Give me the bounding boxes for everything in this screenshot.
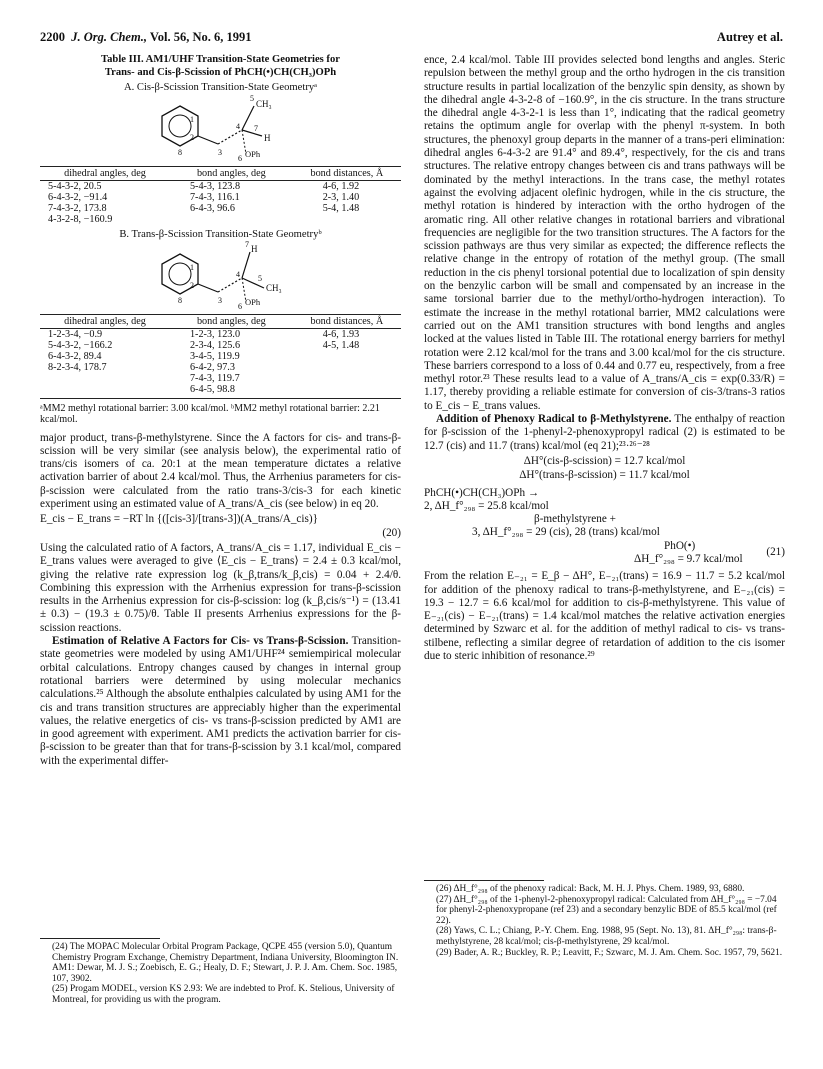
table-cell: 6-4-3-2, −91.4 — [48, 192, 108, 204]
cis-geometry-table — [40, 166, 401, 225]
col-header-bond-distances: bond distances, Å — [293, 167, 401, 181]
trans-structure-svg — [150, 239, 300, 312]
table-cell: 8-2-3-4, 178.7 — [48, 361, 107, 373]
table-cell: 6-4-5, 98.8 — [189, 383, 235, 395]
cis-atom-4: 4 — [236, 122, 240, 132]
table-row — [40, 384, 401, 395]
table-cell: 4-6, 1.92 — [322, 181, 360, 193]
table-cell: 7-4-3-2, 173.8 — [48, 203, 107, 215]
equation-20-body: E_cis − E_trans = −RT ln {([cis-3]/[trans-3])(A_trans/A_cis)} — [40, 513, 318, 526]
page-number: 2200 — [40, 30, 65, 44]
table-row — [40, 351, 401, 362]
trans-geometry-table — [40, 314, 401, 395]
table-cell: 5-4-3-2, 20.5 — [48, 181, 102, 193]
table-cell: 6-4-3-2, 89.4 — [48, 350, 102, 362]
volume-info: Vol. 56, No. 6, 1991 — [149, 30, 252, 44]
eq21-line-5 — [424, 539, 785, 558]
eq21-line-1: PhCH(•)CH(CH₃)OPh → — [424, 486, 540, 499]
table-row — [40, 203, 401, 214]
cis-oph-label: OPh — [245, 149, 261, 160]
table-cell: 2-3, 1.40 — [322, 192, 360, 204]
cis-atom-2: 2 — [190, 133, 194, 143]
table-cell: 2-3-4, 125.6 — [189, 339, 241, 351]
table-cell: 3-4-5, 119.9 — [189, 350, 240, 362]
col-header-bond-angles: bond angles, deg — [170, 167, 293, 181]
table-cell — [293, 351, 401, 362]
col-header-bond-distances: bond distances, Å — [293, 314, 401, 328]
cis-atom-1: 1 — [190, 115, 194, 125]
table-row — [40, 340, 401, 351]
trans-atom-3: 3 — [218, 295, 222, 305]
footnote-29: (29) Bader, A. R.; Buckley, R. P.; Leavitt, F.; Szwarc, M. J. Am. Chem. Soc. 1957, 79, 5621. — [436, 947, 783, 958]
equation-dh-trans: ΔH°(trans-β-scission) = 11.7 kcal/mol — [519, 469, 690, 482]
right-paragraph-2-text: The enthalpy of reaction for β-scission of the 1-phenyl-2-phenoxypropyl radical (2) is estimated to be 12.7 (cis) and 11.7 (trans) kcal/mol (eq 21);²³·²⁶⁻²⁸ — [424, 413, 785, 452]
table-row — [40, 328, 401, 340]
eq21-line-4: 3, ΔH_f°₂₉₈ = 29 (cis), 28 (trans) kcal/mol — [472, 526, 660, 539]
trans-h-label: H — [251, 243, 258, 254]
table-cell: 6-4-2, 97.3 — [189, 361, 235, 373]
trans-atom-2: 2 — [190, 280, 194, 290]
cis-h-label: H — [264, 133, 271, 144]
col-header-dihedral: dihedral angles, deg — [40, 167, 170, 181]
col-header-dihedral: dihedral angles, deg — [40, 314, 170, 328]
left-paragraph-3-text: Transition-state geometries were modeled by using AM1/UHF²⁴ semiempirical molecular orbital calculations. Entropy changes caused by changes in internal group rotational barriers were determined by using molecular mechanics calculations.²⁵ Although the absolute enthalpies calculated by using AM1 for the cis and trans transition structures are appreciably higher than the experimental values, the relative energetics of cis- vs trans-β-scission predicted by AM1 are in good agreement with experiment. AM1 predicts the activation barrier for cis-β-scission to be greater than that for trans-β-scission by 3.1 kcal/mol, compared with the experimental differ- — [40, 635, 401, 767]
table-row — [40, 214, 401, 225]
right-paragraph-2 — [424, 413, 785, 453]
table-row — [40, 181, 401, 193]
equation-dh-cis: ΔH°(cis-β-scission) = 12.7 kcal/mol — [523, 454, 686, 467]
cis-table-header-row — [40, 167, 401, 181]
equation-20 — [40, 513, 401, 540]
table-title — [40, 54, 401, 79]
left-paragraph-3 — [40, 635, 401, 768]
right-paragraph-1: ence, 2.4 kcal/mol. Table III provides selected bond lengths and angles. Steric repulsion between the methyl group and the ortho hydrogen in the cis transition structure results in partial localization of the benzylic spin density, as shown by the dihedral angle 4-3-2-8 of −160.9°, in the cis structure. In the trans structure the dihedral angle 4-3-2-1 is less than 1°, indicating that the radical geometry retains the optimum angle for overlap with the phenyl π-system. In both structures, the phenoxyl group departs in the manner of a trans-peri elimination: dihedral angles 6-4-3-2 are 91.4° and 89.4°, respectively, for the cis and trans structures. The relative entropy changes between cis and trans pathways will be dominated by the methyl interactions. In the trans case, the methyl rotates against the evolving adjacent olefinic hydrogen, while in the cis structure, the methyl rotation is hindered by interaction with the ortho hydrogen of the aromatic ring. All other relative changes in rotational barriers and vibrational frequencies are negligible for the two transition structures. The A factors for the scission pathways are thus very similar as expected; the difference reflects the relative change in the entropy of rotation of the methyl group. (The small reduction in the cis phenyl torsional potential due to localization of spin density on the benzylic carbon will be small and compensated by an increase in the same torsional barrier due to the methyl/ortho-hydrogen interaction). To estimate the increase in the methyl rotational barrier, MM2 calculations were carried out on the AM1 transition structures with bond lengths and angles locked at the values listed in Table III. The rotational energy barriers for methyl rotation were 2.12 kcal/mol for the trans and 3.00 kcal/mol for the cis structure. These barriers correspond to a loss of 0.44 and 0.77 eu, respectively, from a free methyl rotor.²³ These results lead to a value of A_trans/A_cis = exp(0.33/R) = 1.17, thereby providing a reliable estimate for conversion of cis-3/trans-3 ratios to E_cis − E_trans values. — [424, 54, 785, 412]
eq21-line-2: 2, ΔH_f°₂₉₈ = 25.8 kcal/mol — [424, 499, 549, 512]
equation-21-block — [424, 487, 785, 567]
footnote-24: (24) The MOPAC Molecular Orbital Program Package, QCPE 455 (version 5.0), Quantum Chemistry Program Exchange, Chemistry Department, Indiana University, Bloomington IN. AM1: Dewar, M. J. S.; Zoebisch, E. G.; Healy, D. F.; Stewart, J. P. J. Am. Chem. Soc. 1985, 107, 3902. — [52, 942, 399, 984]
trans-atom-7: 7 — [245, 239, 249, 249]
trans-atom-5: 5 — [258, 273, 262, 283]
table-cell — [293, 214, 401, 225]
table-bottom-rule — [40, 397, 401, 399]
footnote-28: (28) Yaws, C. L.; Chiang, P.-Y. Chem. Eng. 1988, 95 (Sept. No. 13), 81. ΔH_f°₂₉₈: trans-β-methylstyrene, 28 kcal/mol; cis-β-methylstyrene, 29 kcal/mol. — [436, 926, 777, 947]
equation-21-number: (21) — [766, 545, 785, 558]
header-left — [40, 30, 252, 45]
right-column — [424, 54, 785, 663]
table-row — [40, 362, 401, 373]
table-cell: 5-4-3-2, −166.2 — [48, 339, 113, 351]
left-column — [40, 54, 401, 768]
table-cell: 7-4-3, 116.1 — [189, 192, 240, 204]
equation-20-number: (20) — [382, 526, 401, 539]
trans-atom-4: 4 — [236, 269, 240, 279]
footnote-26: (26) ΔH_f°₂₉₈ of the phenoxy radical: Back, M. H. J. Phys. Chem. 1989, 93, 6880. — [436, 884, 745, 894]
left-paragraph-2: Using the calculated ratio of A factors, A_trans/A_cis = 1.17, individual E_cis − E_trans values were averaged to give ⟨E_cis − E_trans⟩ = 2.4 ± 0.3 kcal/mol, giving the relative rate expression log (k_β,trans/k_β,cis) = 0.04 + 2.4/θ. Combining this expression with the Arrhenius expression for trans-β-scission results in the Arrhenius expression for cis-β-scission: log (k_β,cis/s⁻¹) = (13.41 ± 0.3) − (19.3 ± 0.75)/θ. Table II presents Arrhenius expressions for the β-scission reactions. — [40, 541, 401, 634]
table-cell — [40, 384, 170, 395]
running-header — [40, 30, 783, 50]
trans-ch3-label: CH₃ — [266, 282, 282, 293]
table-cell: 5-4-3, 123.8 — [189, 181, 241, 193]
table-cell — [293, 362, 401, 373]
table-title-line1: Table III. AM1/UHF Transition-State Geometries for — [101, 54, 340, 65]
table-cell: 4-6, 1.93 — [322, 328, 360, 340]
table-cell: 7-4-3, 119.7 — [189, 372, 240, 384]
table-title-line2: Trans- and Cis-β-Scission of PhCH(•)CH(CH₃)OPh — [104, 66, 337, 78]
trans-oph-label: OPh — [245, 296, 261, 307]
table-cell: 4-5, 1.48 — [322, 339, 360, 351]
cis-atom-7: 7 — [254, 124, 258, 134]
header-authors: Autrey et al. — [716, 30, 783, 44]
cis-ch3-label: CH₃ — [256, 99, 272, 110]
table-cell — [293, 373, 401, 384]
trans-atom-1: 1 — [190, 262, 194, 272]
table-cell: 1-2-3-4, −0.9 — [48, 328, 103, 340]
trans-atom-6: 6 — [238, 301, 242, 311]
table-cell — [293, 384, 401, 395]
table-cell: 4-3-2-8, −160.9 — [48, 214, 113, 226]
cis-atom-5: 5 — [250, 94, 254, 104]
cis-atom-6: 6 — [238, 154, 242, 164]
section-b-title: B. Trans-β-Scission Transition-State Geometryᵇ — [119, 229, 322, 241]
table-row — [40, 373, 401, 384]
trans-structure-diagram — [40, 239, 401, 312]
footnote-rule — [40, 938, 160, 939]
cis-atom-3: 3 — [218, 148, 222, 158]
table-cell: 6-4-3, 96.6 — [189, 203, 235, 215]
table-cell: 1-2-3, 123.0 — [189, 328, 241, 340]
table-cell: 5-4, 1.48 — [322, 203, 360, 215]
cis-structure-svg — [150, 94, 300, 164]
trans-table-header-row — [40, 314, 401, 328]
right-footnotes — [424, 880, 785, 958]
cis-structure-diagram — [40, 94, 401, 164]
journal-name: J. Org. Chem., — [71, 30, 147, 44]
col-header-bond-angles: bond angles, deg — [170, 314, 293, 328]
cis-atom-8: 8 — [178, 148, 182, 158]
trans-atom-8: 8 — [178, 295, 182, 305]
footnote-27: (27) ΔH_f°₂₉₈ of the 1-phenyl-2-phenoxypropyl radical: Calculated from ΔH_f°₂₉₈ = −7.04 for phenyl-2-phenoxypropane (ref 23) and a secondary benzylic BDE of 85.5 kcal/mol (ref 22). — [436, 894, 777, 926]
table-row — [40, 192, 401, 203]
eq21-line-3: β-methylstyrene + — [534, 513, 616, 526]
section-heading-a-factors: Estimation of Relative A Factors for Cis- vs Trans-β-Scission. — [52, 635, 349, 648]
eq21-line-5-text: PhO(•) — [664, 539, 696, 552]
table-cell — [40, 373, 170, 384]
eq21-line-6: ΔH_f°₂₉₈ = 9.7 kcal/mol — [634, 552, 743, 565]
section-a-title: A. Cis-β-Scission Transition-State Geometryᵃ — [123, 82, 318, 93]
left-paragraph-1: major product, trans-β-methylstyrene. Since the A factors for cis- and trans-β-scission will be very similar (see analysis below), the experimental ratio of trans/cis isomers of ca. 20:1 at the mean temperature dictates a relative activation barrier of about 2.4 kcal/mol. Thus, the Arrhenius parameters for cis-β-scission were calculated from the ratio trans-3/cis-3 for each kinetic experiment using an estimated value of A_trans/A_cis (see below) in eq 20. — [40, 431, 401, 511]
table-footnote: ᵃMM2 methyl rotational barrier: 3.00 kcal/mol. ᵇMM2 methyl rotational barrier: 2.21 kcal/mol. — [40, 402, 380, 426]
right-paragraph-3: From the relation E₋₂₁ = E_β − ΔH°, E₋₂₁(trans) = 16.9 − 11.7 = 5.2 kcal/mol for addition of the phenoxy radical to trans-β-methylstyrene, and E₋₂₁(cis) = 19.3 − 12.7 = 6.6 kcal/mol for addition to cis-β-methylstyrene. This value of E₋₂₁(cis) − E₋₂₁(trans) = 1.4 kcal/mol matches the relative activation energies determined by Szwarc et al. for the addition of methyl radical to cis- vs trans-stilbene, reflecting a similar degree of retardation of addition to the cis isomer due to steric inhibition of resonance.²⁹ — [424, 570, 785, 663]
left-footnotes — [40, 938, 401, 1006]
table-cell — [170, 214, 293, 225]
footnote-rule — [424, 880, 544, 881]
footnote-25: (25) Progam MODEL, version KS 2.93: We are indebted to Prof. K. Stelious, University of Montreal, for providing us with the program. — [52, 984, 395, 1005]
section-heading-phenoxy-addition: Addition of Phenoxy Radical to β-Methylstyrene. — [436, 413, 672, 426]
